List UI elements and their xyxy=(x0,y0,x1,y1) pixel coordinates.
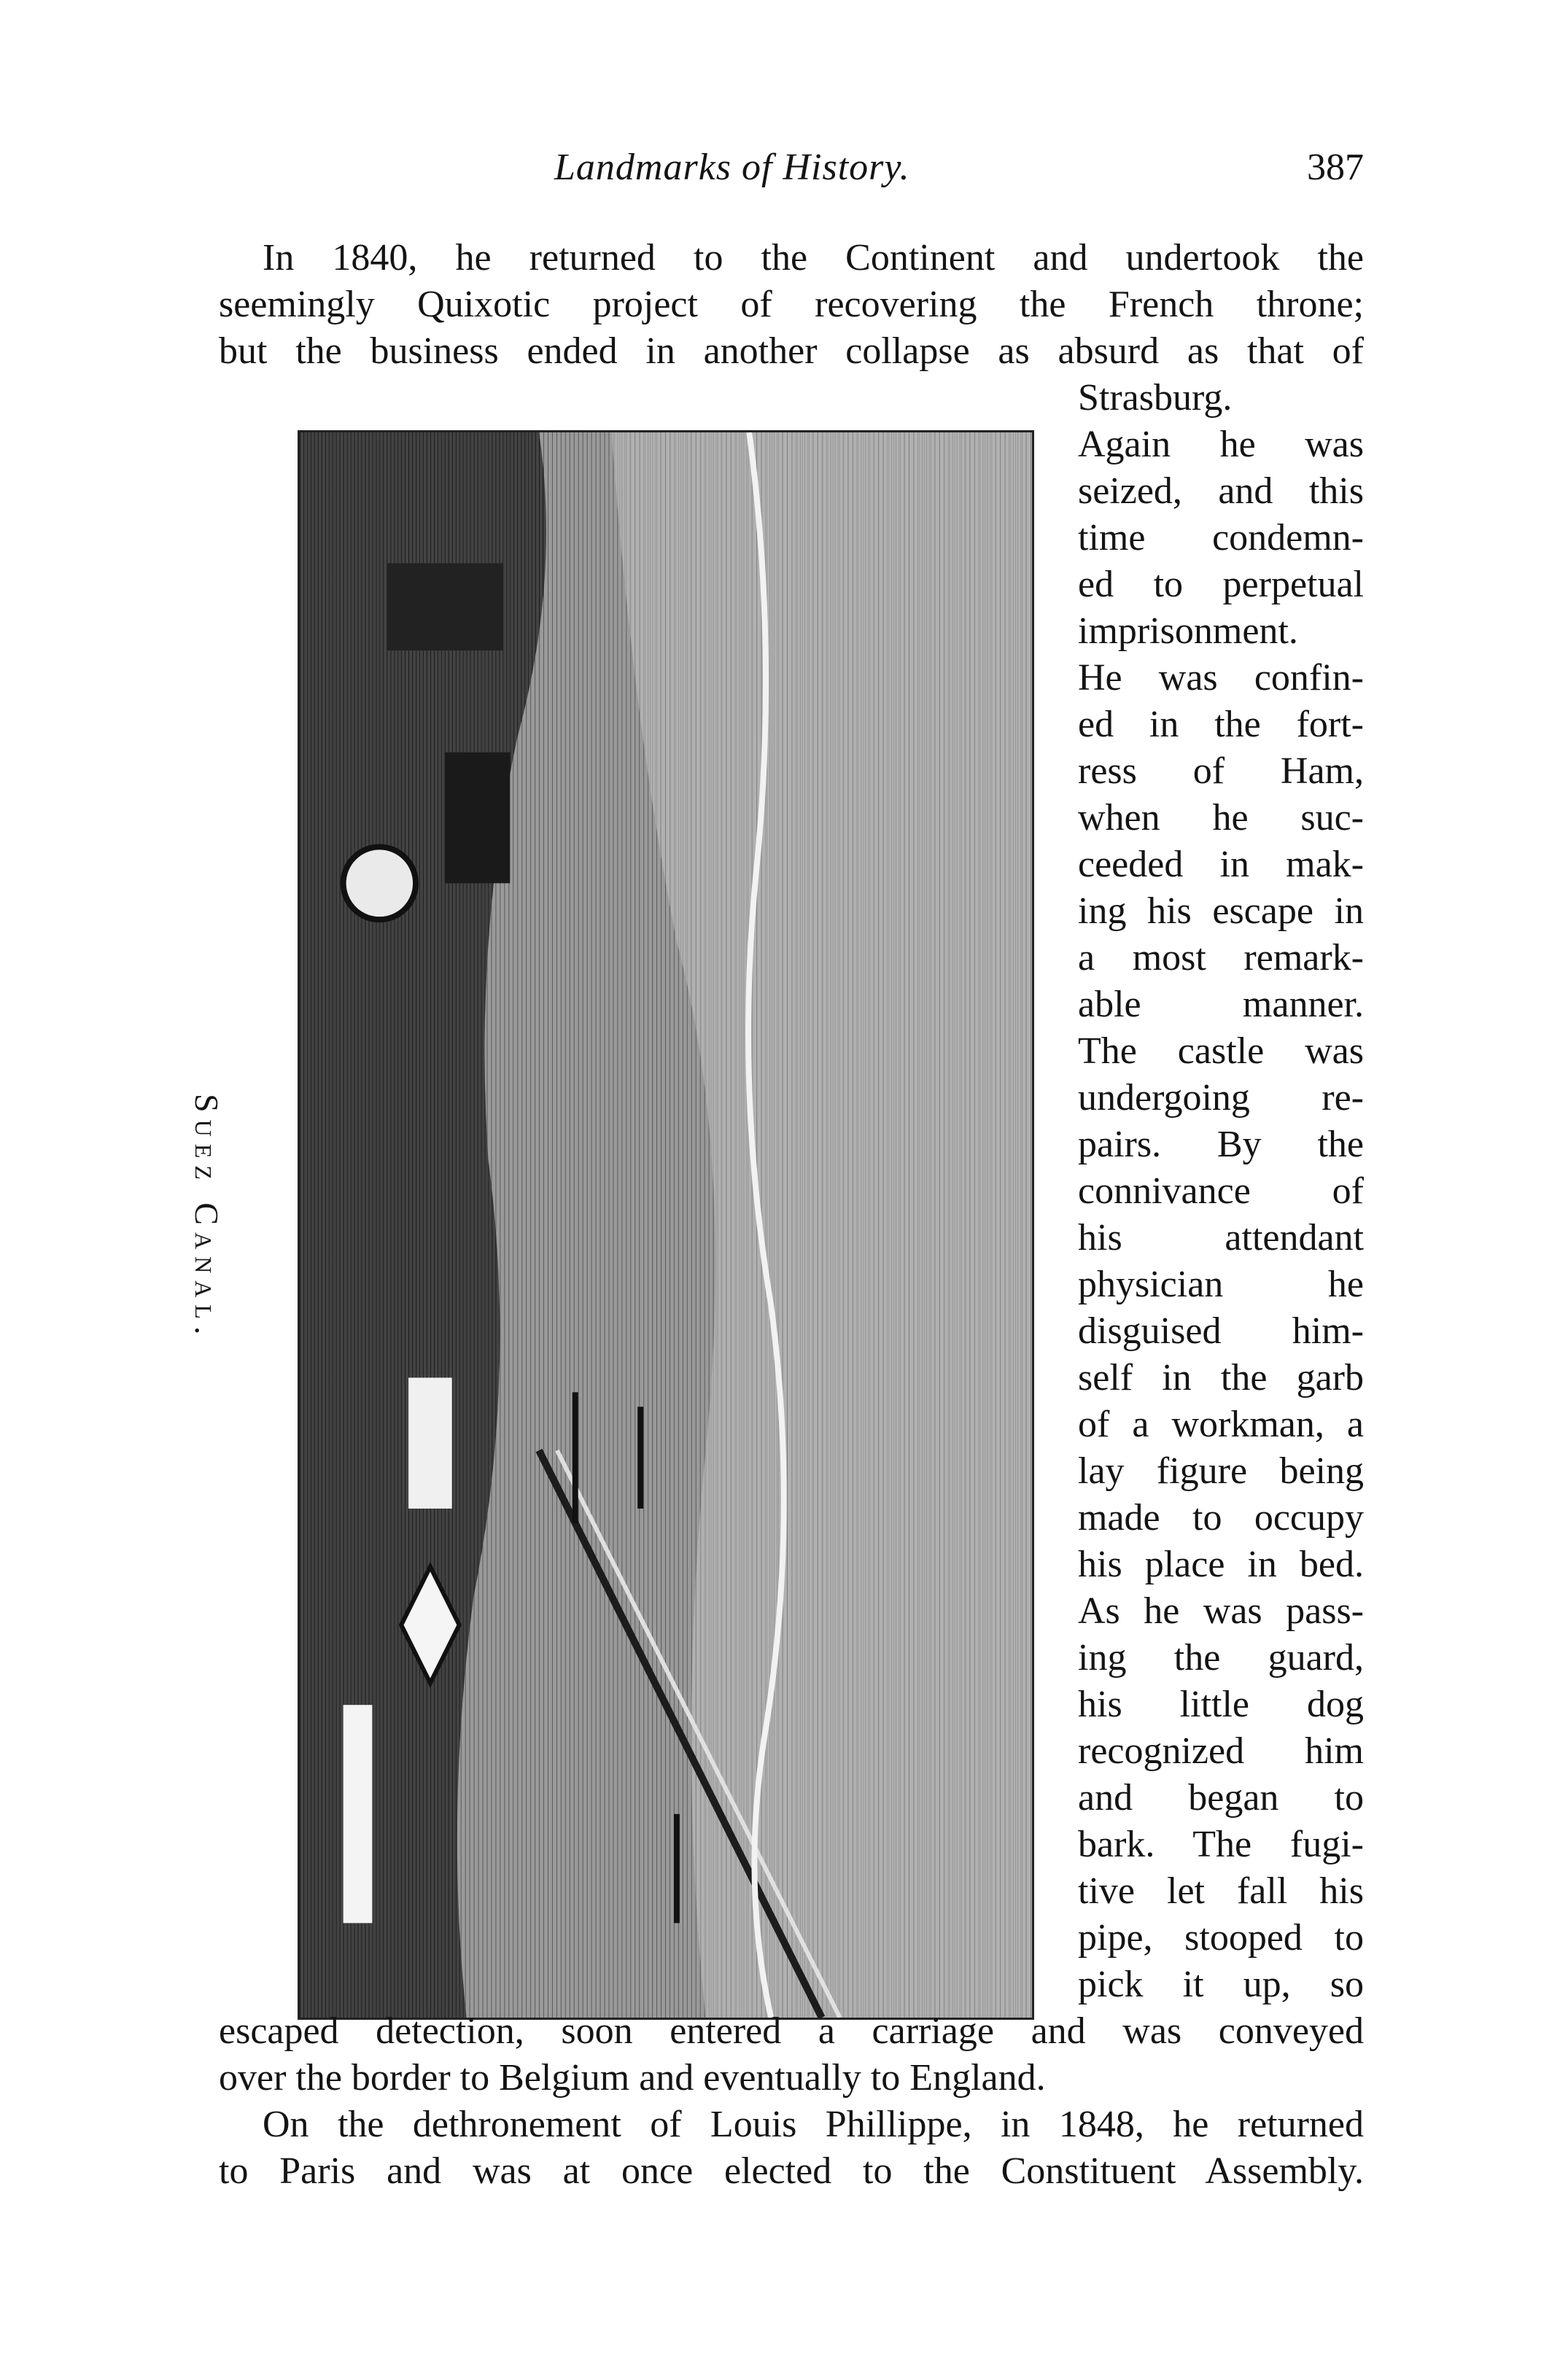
side-line: Again he was xyxy=(1078,424,1364,465)
side-line: ed in the fort- xyxy=(1078,704,1364,745)
side-line: his attendant xyxy=(1078,1217,1364,1259)
body-line: to Paris and was at once elected to the Constituent Assembly. xyxy=(219,2150,1364,2192)
side-line: pipe, stooped to xyxy=(1078,1917,1364,1959)
side-line: time condemn- xyxy=(1078,517,1364,559)
side-line: He was confin- xyxy=(1078,657,1364,699)
side-line: ing the guard, xyxy=(1078,1637,1364,1679)
side-line: pick it up, so xyxy=(1078,1964,1364,2005)
side-line: ress of Ham, xyxy=(1078,750,1364,792)
page-number: 387 xyxy=(1307,147,1364,188)
body-line: but the business ended in another collapse as absurd as that of xyxy=(219,330,1364,372)
side-line: ceeded in mak- xyxy=(1078,844,1364,885)
side-line: tive let fall his xyxy=(1078,1870,1364,1912)
side-line: Strasburg. xyxy=(1078,377,1233,419)
side-line: of a workman, a xyxy=(1078,1404,1364,1445)
side-line: his little dog xyxy=(1078,1684,1364,1725)
running-head xyxy=(219,146,1364,197)
body-line: seemingly Quixotic project of recovering the French throne; xyxy=(219,284,1364,325)
side-line: disguised him- xyxy=(1078,1310,1364,1352)
side-line: when he suc- xyxy=(1078,797,1364,839)
body-line: In 1840, he returned to the Continent and undertook the xyxy=(263,237,1364,279)
running-title: Landmarks of History. xyxy=(554,147,910,188)
side-line: connivance of xyxy=(1078,1170,1364,1212)
side-line: The castle was xyxy=(1078,1030,1364,1072)
body-line: escaped detection, soon entered a carriage and was conveyed xyxy=(219,2010,1364,2052)
side-line: a most remark- xyxy=(1078,937,1364,979)
side-line: physician he xyxy=(1078,1264,1364,1305)
suez-canal-engraving xyxy=(298,430,1034,2020)
side-line: his place in bed. xyxy=(1078,1544,1364,1585)
side-line: imprisonment. xyxy=(1078,610,1298,652)
illustration-caption-area xyxy=(188,1094,270,1342)
side-line: self in the garb xyxy=(1078,1357,1364,1399)
body-line: On the dethronement of Louis Phillippe, in 1848, he returned xyxy=(263,2104,1364,2145)
side-line: bark. The fugi- xyxy=(1078,1824,1364,1865)
engraving-image xyxy=(300,432,1032,2018)
side-line: As he was pass- xyxy=(1078,1590,1364,1632)
side-line: pairs. By the xyxy=(1078,1124,1364,1165)
body-line: over the border to Belgium and eventually to England. xyxy=(219,2057,1046,2099)
side-line: able manner. xyxy=(1078,984,1364,1025)
side-line: recognized him xyxy=(1078,1730,1364,1772)
illustration-caption: Suez Canal. xyxy=(188,1094,225,1342)
side-line: ed to perpetual xyxy=(1078,564,1364,605)
side-line: lay figure being xyxy=(1078,1450,1364,1492)
side-line: ing his escape in xyxy=(1078,890,1364,932)
side-line: seized, and this xyxy=(1078,470,1364,512)
side-line: undergoing re- xyxy=(1078,1077,1364,1119)
side-line: made to occupy xyxy=(1078,1497,1364,1539)
side-line: and began to xyxy=(1078,1777,1364,1819)
